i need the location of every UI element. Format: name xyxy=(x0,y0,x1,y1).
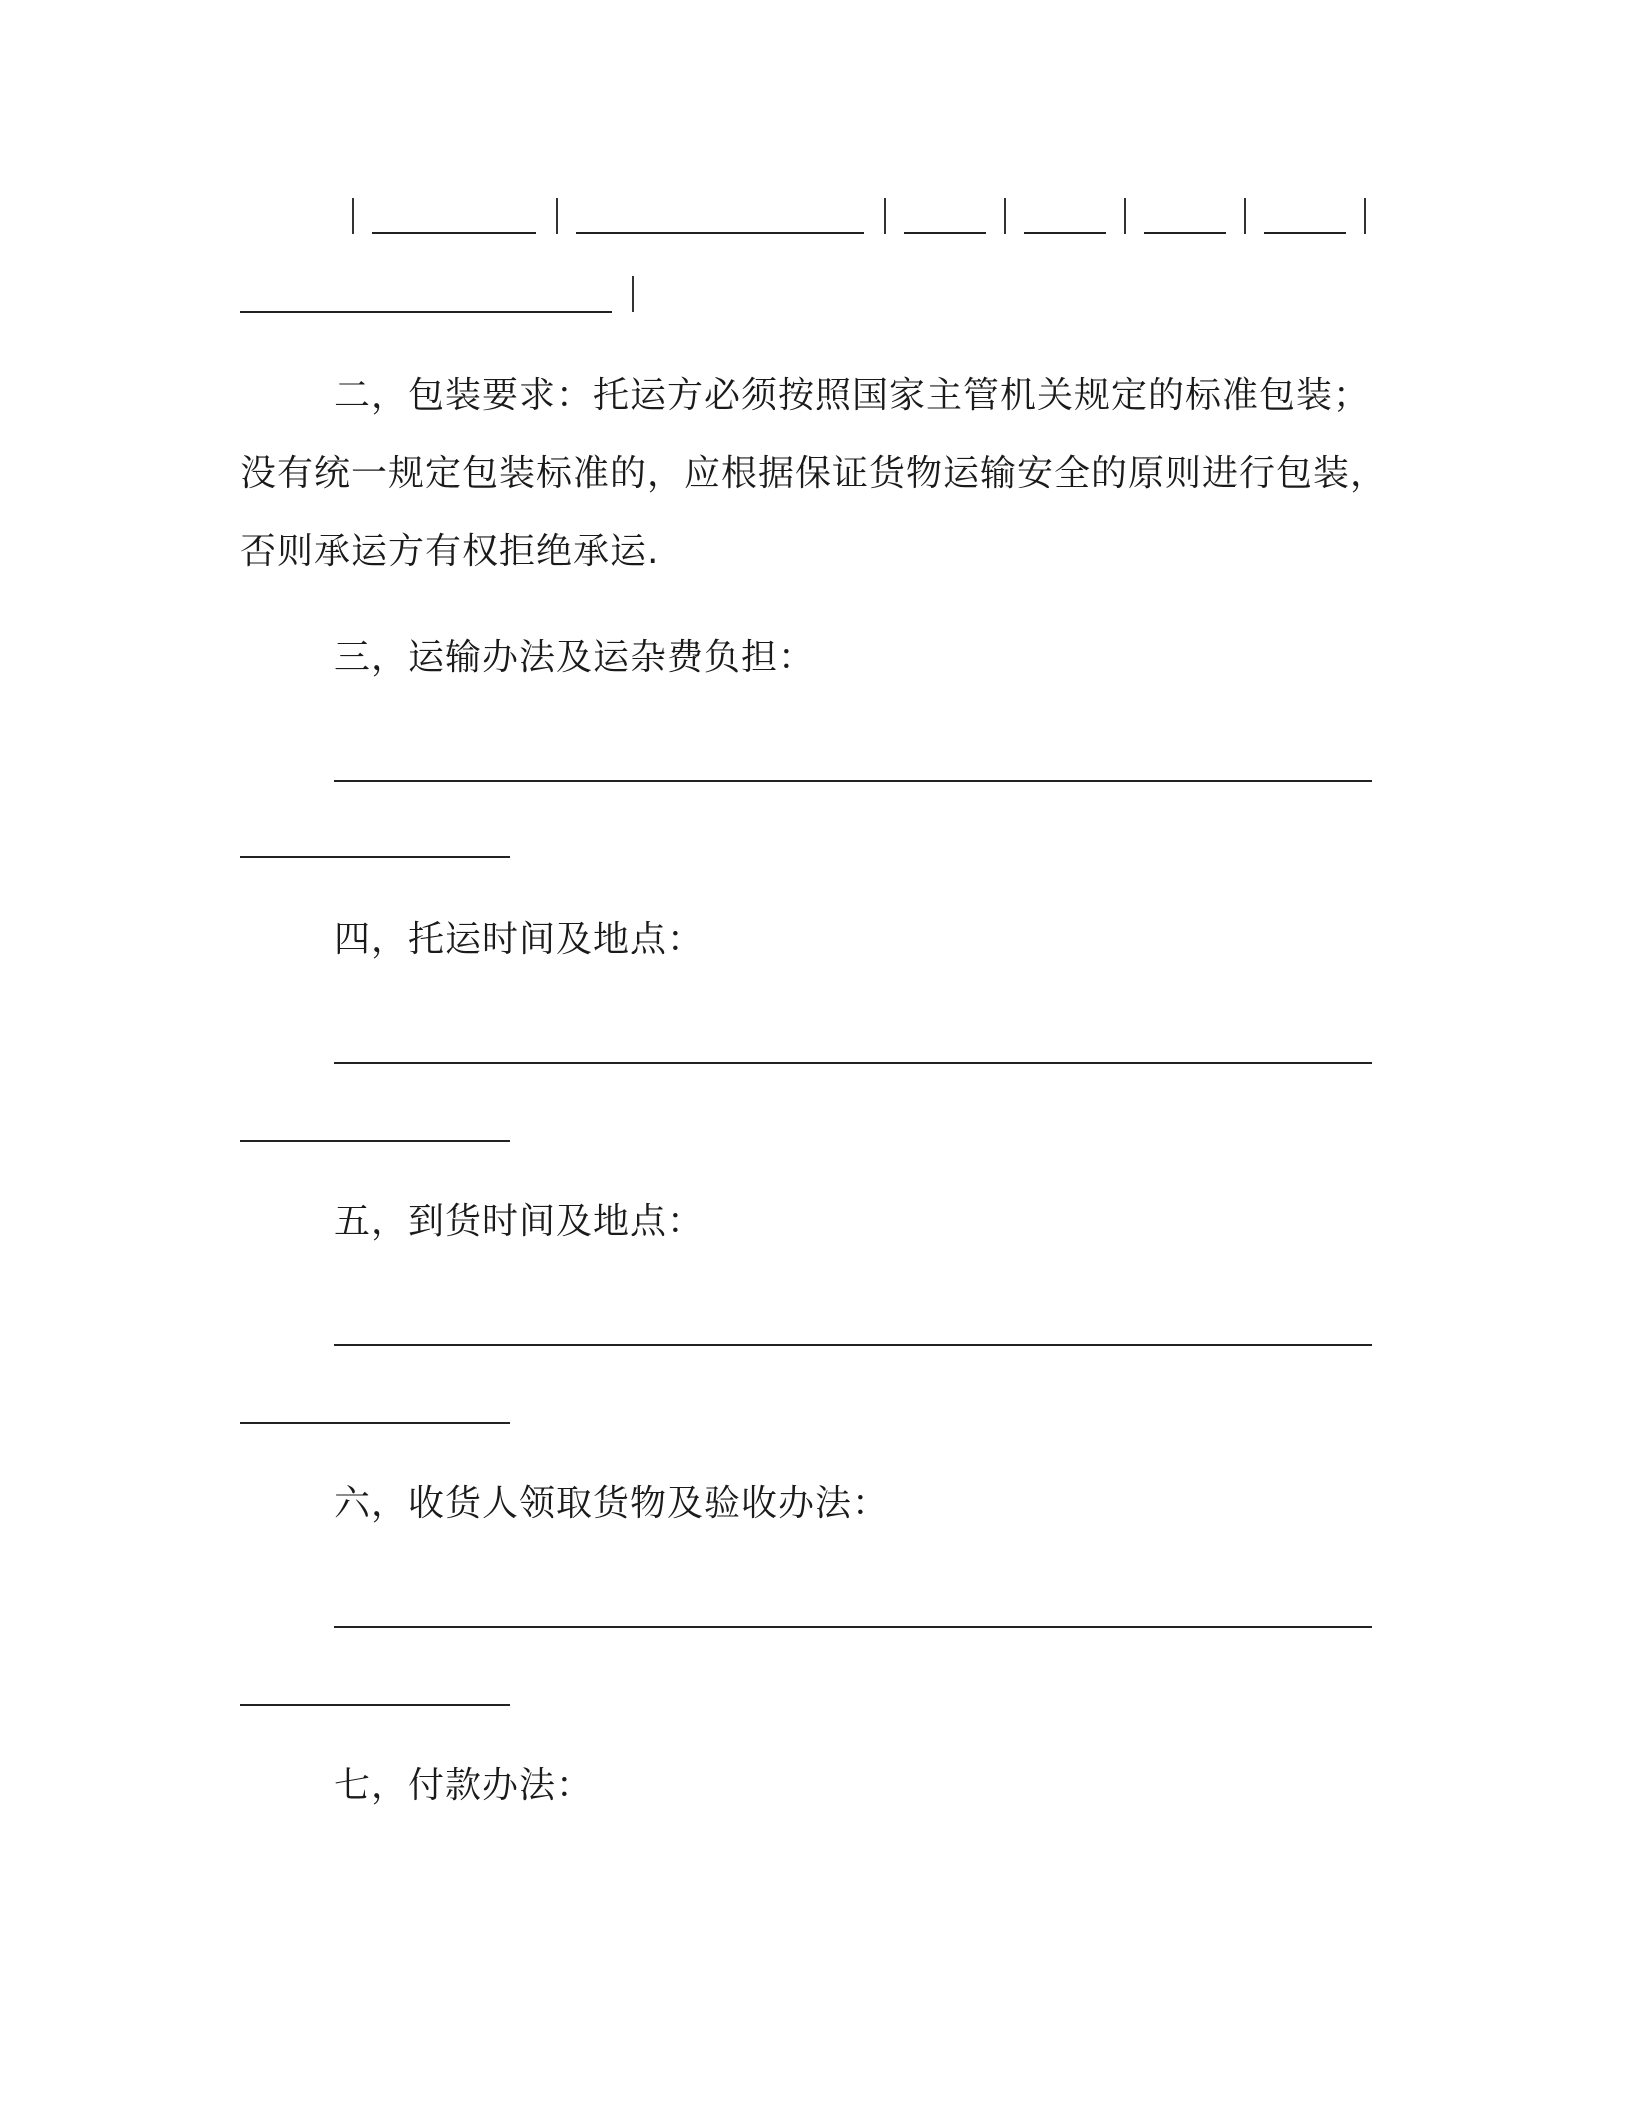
section-6-heading: 六，收货人领取货物及验收办法： xyxy=(334,1483,890,1524)
fill-in-line xyxy=(334,1344,1372,1346)
table-border xyxy=(1244,198,1246,234)
fill-in-line xyxy=(240,1422,510,1424)
blank-field xyxy=(1264,232,1346,234)
fill-in-line xyxy=(240,1140,510,1142)
table-border xyxy=(1364,198,1366,234)
table-border xyxy=(352,198,354,234)
fill-in-line xyxy=(240,856,510,858)
table-border xyxy=(632,276,634,312)
blank-field xyxy=(372,232,536,234)
section-2-line-3: 否则承运方有权拒绝承运. xyxy=(240,531,660,572)
fill-in-line xyxy=(240,1704,510,1706)
section-3-heading: 三，运输办法及运杂费负担： xyxy=(334,637,816,678)
section-7-heading: 七，付款办法： xyxy=(334,1765,594,1806)
blank-field xyxy=(1024,232,1106,234)
blank-field xyxy=(576,232,864,234)
fill-in-line xyxy=(334,1626,1372,1628)
fill-in-line xyxy=(334,1062,1372,1064)
section-5-heading: 五，到货时间及地点： xyxy=(334,1201,705,1242)
blank-field xyxy=(240,311,612,313)
table-border xyxy=(556,198,558,234)
fill-in-line xyxy=(334,780,1372,782)
section-2-line-2: 没有统一规定包装标准的，应根据保证货物运输安全的原则进行包装， xyxy=(240,453,1388,494)
section-4-heading: 四，托运时间及地点： xyxy=(334,919,705,960)
section-2-line-1: 二，包装要求：托运方必须按照国家主管机关规定的标准包装； xyxy=(334,375,1371,416)
blank-field xyxy=(1144,232,1226,234)
table-border xyxy=(1004,198,1006,234)
table-border xyxy=(1124,198,1126,234)
table-border xyxy=(884,198,886,234)
blank-field xyxy=(904,232,986,234)
